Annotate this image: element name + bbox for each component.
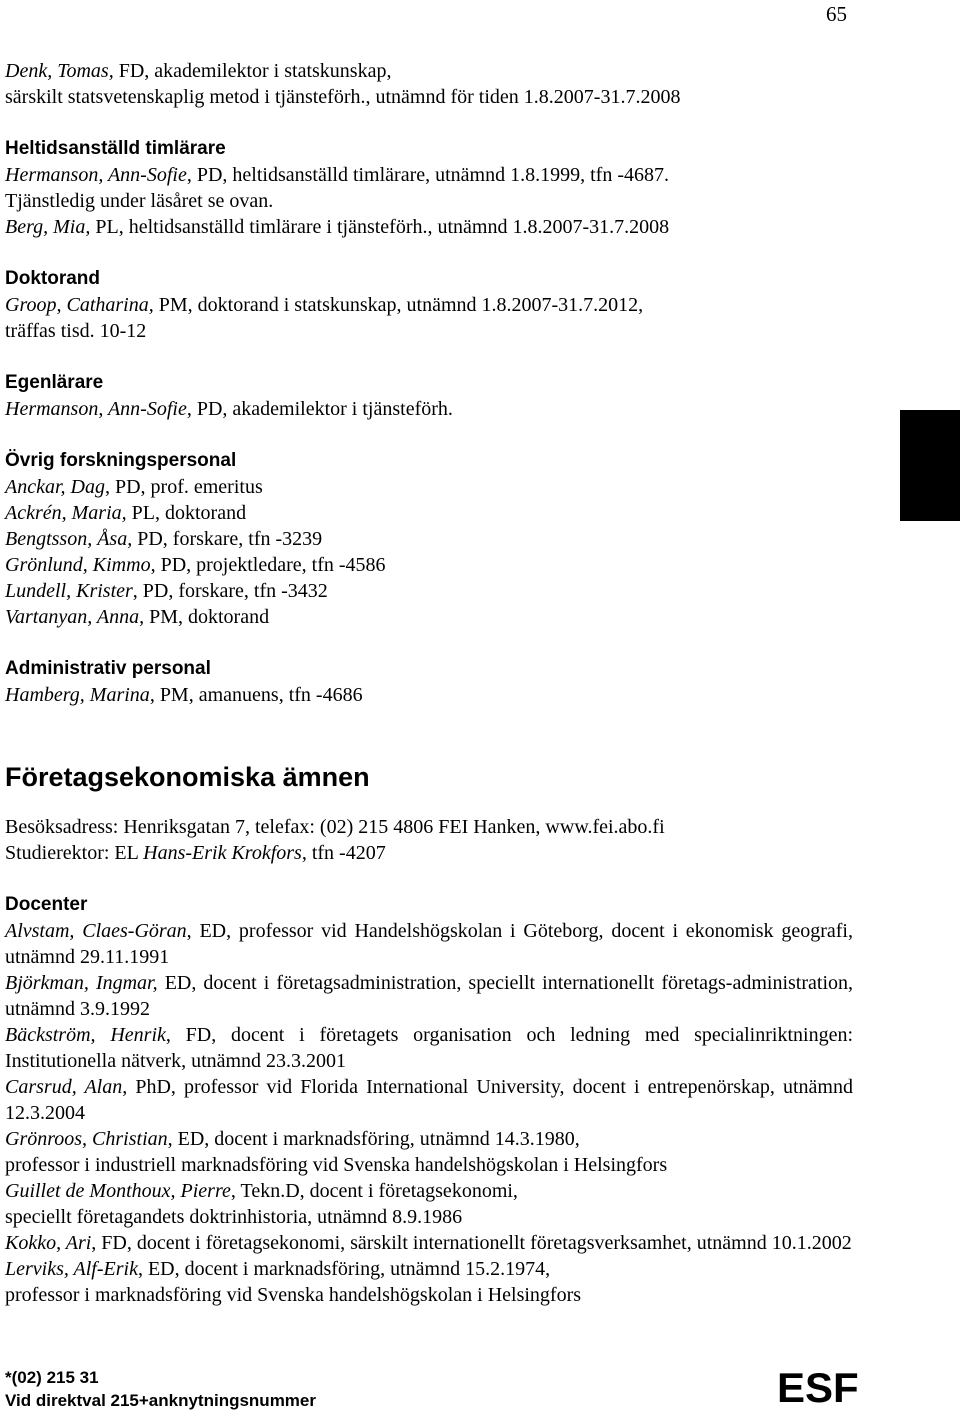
person-name: Alvstam, Claes-Göran xyxy=(5,920,187,942)
person-details: , PD, prof. emeritus xyxy=(104,476,263,498)
person-details: , FD, docent i företagets organisation och ledning med specialinriktningen: Institutionella nätverk, utnämnd 23.3.2001 xyxy=(5,1024,853,1072)
section-heading: Doktorand xyxy=(5,268,100,289)
person-name: Björkman, Ingmar, xyxy=(5,972,158,994)
person-name: Denk, Tomas, xyxy=(5,60,114,82)
entry-denk xyxy=(5,58,853,110)
studierektor-label: Studierektor: EL xyxy=(5,842,144,864)
person-name: Grönroos, Christian xyxy=(5,1128,168,1150)
footer-direct-dial: Vid direktval 215+anknytningsnummer xyxy=(5,1391,316,1410)
person-details: , Tekn.D, docent i företagsekonomi, xyxy=(230,1180,518,1202)
person-name: Carsrud, Alan xyxy=(5,1076,123,1098)
person-name: Hamberg, Marina xyxy=(5,684,150,706)
person-name: Kokko, Ari xyxy=(5,1232,92,1254)
person-details: , ED, docent i marknadsföring, utnämnd 14.3.1980, xyxy=(167,1128,580,1150)
leave-note: Tjänstledig under läsåret se ovan. xyxy=(5,190,274,212)
docent-entry xyxy=(5,970,853,1022)
section-heading: Övrig forskningspersonal xyxy=(5,450,237,471)
person-name: Hermanson, Ann-Sofie xyxy=(5,398,187,420)
person-details-continued: professor i industriell marknadsföring vid Svenska handelshögskolan i Helsingfors xyxy=(5,1154,668,1176)
person-name: Bäckström, Henrik xyxy=(5,1024,166,1046)
person-details: , PM, amanuens, tfn -4686 xyxy=(149,684,363,706)
section-docenter xyxy=(5,892,853,1308)
person-name: Ackrén, Maria, xyxy=(5,502,127,524)
person-name: Lerviks, Alf-Erik xyxy=(5,1258,138,1280)
section-heading: Docenter xyxy=(5,894,88,915)
person-details: PM, doktorand i statskunskap, utnämnd 1.8.2007-31.7.2012, xyxy=(153,294,644,316)
person-details: , tfn -4207 xyxy=(301,842,386,864)
department-info xyxy=(5,814,853,866)
docent-entry xyxy=(5,1178,853,1204)
page-content xyxy=(5,58,853,1308)
person-name: Hermanson, Ann-Sofie xyxy=(5,164,187,186)
person-details: , PD, projektledare, tfn -4586 xyxy=(150,554,386,576)
section-doktorand xyxy=(5,266,853,344)
person-details: , ED, docent i marknadsföring, utnämnd 15.2.1974, xyxy=(137,1258,551,1280)
person-details: , PD, akademilektor i tjänsteförh. xyxy=(186,398,453,420)
docent-entry xyxy=(5,918,853,970)
person-details: , FD, docent i företagsekonomi, särskilt internationellt företagsverksamhet, utnämnd 10.1.2002 xyxy=(91,1232,852,1254)
docent-entry xyxy=(5,1230,853,1256)
person-details: , PD, forskare, tfn -3432 xyxy=(132,580,328,602)
docent-entry xyxy=(5,1074,853,1126)
footer-code: ESF xyxy=(777,1364,859,1411)
person-name: Grönlund, Kimmo xyxy=(5,554,151,576)
footer-phone-note xyxy=(5,1366,316,1412)
person-details-continued: särskilt statsvetenskaplig metod i tjänsteförh., utnämnd för tiden 1.8.2007-31.7.2008 xyxy=(5,86,681,108)
person-details: PD, forskare, tfn -3239 xyxy=(132,528,323,550)
section-ovrig-forskningspersonal xyxy=(5,448,853,630)
person-details: FD, akademilektor i statskunskap, xyxy=(113,60,392,82)
footer-phone: *(02) 215 31 xyxy=(5,1368,99,1387)
person-details-continued: professor i marknadsföring vid Svenska handelshögskolan i Helsingfors xyxy=(5,1284,582,1306)
section-heading: Administrativ personal xyxy=(5,658,211,679)
person-details-continued: träffas tisd. 10-12 xyxy=(5,320,147,342)
person-details: PL, heltidsanställd timlärare i tjänsteförh., utnämnd 1.8.2007-31.7.2008 xyxy=(90,216,670,238)
person-details: , PD, heltidsanställd timlärare, utnämnd 1.8.1999, tfn -4687. xyxy=(186,164,669,186)
department-title: Företagsekonomiska ämnen xyxy=(5,762,370,792)
person-details: , PhD, professor vid Florida International University, docent i entrepenörskap, utnämnd 12.3.2004 xyxy=(5,1076,853,1124)
person-details: PL, doktorand xyxy=(126,502,247,524)
section-heading: Heltidsanställd timlärare xyxy=(5,138,226,159)
docent-entry xyxy=(5,1256,853,1282)
person-name: Bengtsson, Åsa, xyxy=(5,528,133,550)
page-number: 65 xyxy=(826,2,847,26)
person-name: Guillet de Monthoux, Pierre xyxy=(5,1180,231,1202)
visiting-address: Besöksadress: Henriksgatan 7, telefax: (02) 215 4806 FEI Hanken, www.fei.abo.fi xyxy=(5,816,665,838)
section-administrativ-personal xyxy=(5,656,853,708)
person-name: Hans-Erik Krokfors xyxy=(143,842,302,864)
person-details-continued: speciellt företagandets doktrinhistoria, utnämnd 8.9.1986 xyxy=(5,1206,463,1228)
person-name: Anckar, Dag xyxy=(5,476,105,498)
person-details: PM, doktorand xyxy=(144,606,270,628)
docent-entry xyxy=(5,1022,853,1074)
docent-entry xyxy=(5,1126,853,1152)
person-details: , ED, professor vid Handelshögskolan i Göteborg, docent i ekonomisk geografi, utnämnd 29.11.1991 xyxy=(5,920,853,968)
person-name: Lundell, Krister xyxy=(5,580,133,602)
person-name: Berg, Mia, xyxy=(5,216,91,238)
thumb-index-tab xyxy=(900,410,960,521)
section-heading: Egenlärare xyxy=(5,372,104,393)
section-egenlarare xyxy=(5,370,853,422)
person-details: ED, docent i företagsadministration, speciellt internationellt företags-administration, utnämnd 3.9.1992 xyxy=(5,972,854,1020)
section-heltidsanstalld xyxy=(5,136,853,240)
person-name: Groop, Catharina, xyxy=(5,294,154,316)
person-name: Vartanyan, Anna, xyxy=(5,606,145,628)
